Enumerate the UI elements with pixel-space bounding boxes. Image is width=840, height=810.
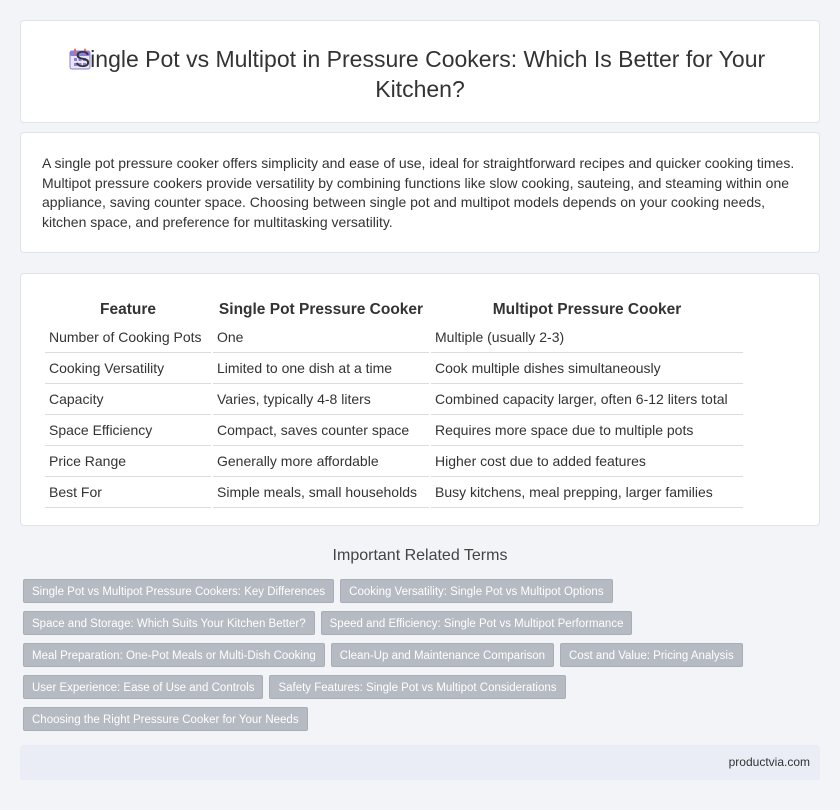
related-term-tag[interactable]: Speed and Efficiency: Single Pot vs Multipot Performance xyxy=(321,611,633,635)
related-term-tag[interactable]: Clean-Up and Maintenance Comparison xyxy=(331,643,554,667)
related-term-tag[interactable]: Cost and Value: Pricing Analysis xyxy=(560,643,743,667)
table-cell: Multiple (usually 2-3) xyxy=(431,322,743,353)
comparison-table-card xyxy=(20,273,820,526)
table-cell: Varies, typically 4-8 liters xyxy=(213,384,429,415)
table-cell: Busy kitchens, meal prepping, larger families xyxy=(431,477,743,508)
related-term-tag[interactable]: Safety Features: Single Pot vs Multipot Considerations xyxy=(269,675,565,699)
related-terms-list xyxy=(23,579,803,739)
intro-paragraph: A single pot pressure cooker offers simplicity and ease of use, ideal for straightforward recipes and quicker cooking times. Multipot pressure cookers provide versatility by combining functions like slow cooking, sauteing, and steaming within one appliance, saving counter space. Choosing between single pot and multipot models depends on your cooking needs, kitchen space, and preference for multitasking versatility. xyxy=(42,155,795,230)
table-cell: Price Range xyxy=(45,446,211,477)
related-term-tag[interactable]: User Experience: Ease of Use and Controls xyxy=(23,675,263,699)
table-cell: Requires more space due to multiple pots xyxy=(431,415,743,446)
table-row xyxy=(45,353,743,384)
table-cell: Space Efficiency xyxy=(45,415,211,446)
column-header: Multipot Pressure Cooker xyxy=(492,301,682,318)
related-term-tag[interactable]: Single Pot vs Multipot Pressure Cookers: Key Differences xyxy=(23,579,334,603)
table-row xyxy=(45,446,743,477)
table-cell: Compact, saves counter space xyxy=(213,415,429,446)
column-header: Feature xyxy=(100,301,156,318)
table-cell: Cook multiple dishes simultaneously xyxy=(431,353,743,384)
tag-row xyxy=(23,579,803,611)
footer-site-link[interactable]: productvia.com xyxy=(728,755,810,769)
related-term-tag[interactable]: Space and Storage: Which Suits Your Kitchen Better? xyxy=(23,611,315,635)
table-cell: Cooking Versatility xyxy=(45,353,211,384)
table-cell: Combined capacity larger, often 6-12 liters total xyxy=(431,384,743,415)
intro-card xyxy=(20,132,820,253)
table-cell: Simple meals, small households xyxy=(213,477,429,508)
table-row xyxy=(45,384,743,415)
table-cell: Number of Cooking Pots xyxy=(45,322,211,353)
table-row xyxy=(45,415,743,446)
tag-row xyxy=(23,675,803,707)
table-row xyxy=(45,322,743,353)
related-terms-title: Important Related Terms xyxy=(332,547,508,564)
table-cell: Higher cost due to added features xyxy=(431,446,743,477)
column-header: Single Pot Pressure Cooker xyxy=(218,301,424,318)
header-card xyxy=(20,20,820,123)
table-cell: One xyxy=(213,322,429,353)
tag-row xyxy=(23,707,803,739)
tag-row xyxy=(23,611,803,643)
table-cell: Limited to one dish at a time xyxy=(213,353,429,384)
footer xyxy=(20,745,820,780)
table-cell: Capacity xyxy=(45,384,211,415)
table-header-row xyxy=(45,296,743,322)
comparison-table xyxy=(43,296,745,508)
related-term-tag[interactable]: Cooking Versatility: Single Pot vs Multipot Options xyxy=(340,579,612,603)
table-cell: Generally more affordable xyxy=(213,446,429,477)
table-row xyxy=(45,477,743,508)
tag-row xyxy=(23,643,803,675)
page-title: Single Pot vs Multipot in Pressure Cookers: Which Is Better for Your Kitchen? xyxy=(74,46,766,102)
related-term-tag[interactable]: Meal Preparation: One-Pot Meals or Multi-Dish Cooking xyxy=(23,643,325,667)
table-cell: Best For xyxy=(45,477,211,508)
related-term-tag[interactable]: Choosing the Right Pressure Cooker for Your Needs xyxy=(23,707,308,731)
